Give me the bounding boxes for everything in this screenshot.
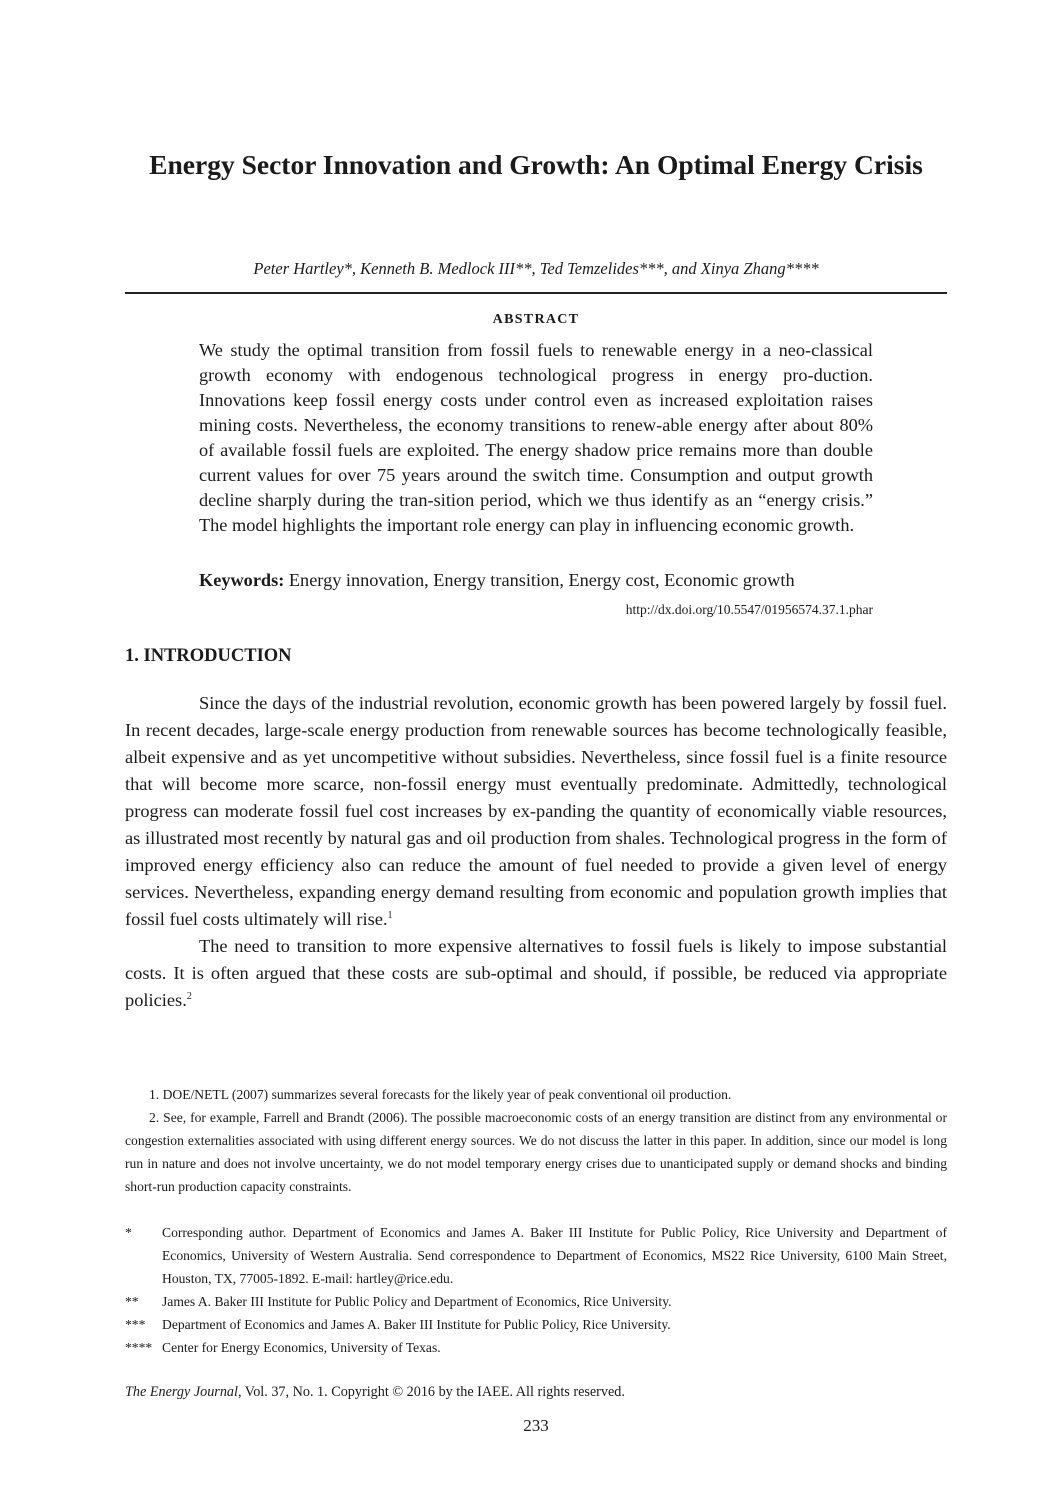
header-rule bbox=[125, 292, 947, 294]
affiliation-text: Corresponding author. Department of Economics and James A. Baker III Institute for Public Policy, Rice University and Department of Economics, University of Western Australia. Send correspondence to Department of Economics, MS22 Rice University, 6100 Main Street, Houston, TX, 77005-1892. E-mail: hartley@rice.edu. bbox=[162, 1225, 947, 1286]
footnote: 2. See, for example, Farrell and Brandt (2006). The possible macroeconomic costs of an energy transition are distinct from any environmental or congestion externalities associated with using different energy sources. We do not discuss the latter in this paper. In addition, since our model is long run in nature and does not involve uncertainty, we do not model temporary energy crises due to unanticipated supply or demand shocks and binding short-run production capacity constraints. bbox=[125, 1110, 947, 1194]
affiliation-item bbox=[125, 1313, 947, 1336]
doi-link[interactable]: http://dx.doi.org/10.5547/01956574.37.1.phar bbox=[625, 602, 873, 617]
affiliation-item bbox=[125, 1290, 947, 1313]
copyright-text: , Vol. 37, No. 1. Copyright © 2016 by the IAEE. All rights reserved. bbox=[237, 1384, 625, 1400]
footnotes bbox=[125, 1083, 947, 1198]
affiliation-text: James A. Baker III Institute for Public Policy and Department of Economics, Rice University. bbox=[162, 1294, 672, 1309]
affiliation-item bbox=[125, 1221, 947, 1290]
affiliations bbox=[125, 1221, 947, 1359]
affiliation-mark: *** bbox=[125, 1317, 146, 1332]
keywords bbox=[199, 568, 899, 593]
affiliation-text: Department of Economics and James A. Baker III Institute for Public Policy, Rice University. bbox=[162, 1317, 671, 1332]
affiliation-item bbox=[125, 1336, 947, 1359]
footnote-ref[interactable]: 1 bbox=[387, 910, 393, 921]
intro-paragraph-text: The need to transition to more expensive alternatives to fossil fuels is likely to impose substantial costs. It is often argued that these costs are sub-optimal and should, if possible, be reduced via appropriate policies. bbox=[125, 936, 947, 1010]
intro-paragraph bbox=[125, 933, 947, 1014]
introduction-body bbox=[125, 690, 947, 1014]
footnote: 1. DOE/NETL (2007) summarizes several forecasts for the likely year of peak conventional oil production. bbox=[149, 1087, 732, 1102]
keywords-label: Keywords: bbox=[199, 570, 285, 590]
affiliation-mark: **** bbox=[125, 1340, 153, 1355]
intro-paragraph-text: Since the days of the industrial revolution, economic growth has been powered largely by fossil fuel. In recent decades, large-scale energy production from renewable sources has become technologically feasible, albeit expensive and as yet uncompetitive without subsidies. Nevertheless, since fossil fuel is a finite resource that will become more scarce, non-fossil energy must eventually predominate. Admittedly, technological progress can moderate fossil fuel cost increases by ex-panding the quantity of economically viable resources, as illustrated most recently by natural gas and oil production from shales. Technological progress in the form of improved energy efficiency also can reduce the amount of fuel needed to provide a given level of energy services. Nevertheless, expanding energy demand resulting from economic and population growth implies that fossil fuel costs ultimately will rise. bbox=[125, 693, 947, 929]
abstract-body: We study the optimal transition from fossil fuels to renewable energy in a neo-classical growth economy with endogenous technological progress in energy pro-duction. Innovations keep fossil energy costs under control even as increased exploitation raises mining costs. Nevertheless, the economy transitions to renew-able energy after about 80% of available fossil fuels are exploited. The energy shadow price remains more than double current values for over 75 years around the switch time. Consumption and output growth decline sharply during the tran-sition period, which we thus identify as an “energy crisis.” The model highlights the important role energy can play in influencing economic growth. bbox=[199, 340, 873, 535]
section-heading: 1. INTRODUCTION bbox=[125, 646, 292, 666]
intro-paragraph bbox=[125, 690, 947, 933]
affiliation-text: Center for Energy Economics, University of Texas. bbox=[162, 1340, 441, 1355]
page-number: 233 bbox=[523, 1416, 549, 1435]
abstract-heading: ABSTRACT bbox=[492, 312, 580, 327]
author-list: Peter Hartley*, Kenneth B. Medlock III**, Ted Temzelides***, and Xinya Zhang**** bbox=[253, 259, 819, 278]
affiliation-mark: ** bbox=[125, 1294, 139, 1309]
keywords-list: Energy innovation, Energy transition, Energy cost, Economic growth bbox=[288, 570, 795, 590]
footnote-ref[interactable]: 2 bbox=[186, 991, 192, 1002]
affiliation-mark: * bbox=[125, 1225, 132, 1240]
journal-name: The Energy Journal bbox=[125, 1384, 238, 1400]
paper-title: Energy Sector Innovation and Growth: An Optimal Energy Crisis bbox=[149, 149, 923, 180]
copyright-line bbox=[125, 1381, 947, 1403]
